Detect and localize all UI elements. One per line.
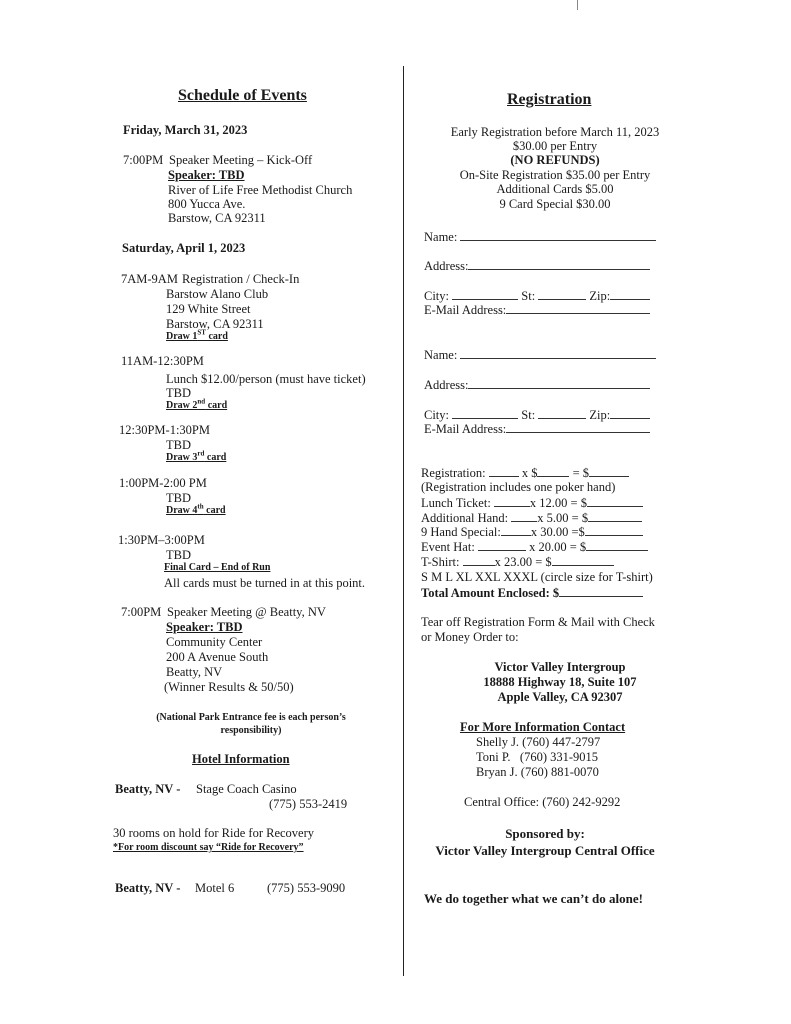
event-beatty-venue: Community Center (166, 635, 263, 649)
final-card-note: All cards must be turned in at this point. (164, 576, 366, 590)
hat-total-field[interactable] (586, 539, 648, 551)
sponsor-name: Victor Valley Intergroup Central Office (435, 843, 655, 858)
mail-instructions-line1: Tear off Registration Form & Mail with Check (421, 615, 655, 629)
event-kickoff-venue: River of Life Free Methodist Church (168, 183, 353, 197)
event-final-tbd: TBD (166, 548, 191, 562)
city-field-1[interactable] (452, 288, 518, 300)
nine-hand-qty-field[interactable] (501, 524, 531, 536)
no-refunds: (NO REFUNDS) (510, 153, 600, 167)
event-kickoff-city: Barstow, CA 92311 (168, 211, 266, 225)
column-divider (403, 66, 404, 976)
nine-hand-total-field[interactable] (585, 524, 643, 536)
address-field-2[interactable] (468, 377, 650, 389)
registration-total-field[interactable] (589, 465, 629, 477)
name-label-1: Name: (424, 229, 656, 245)
name-field-1[interactable] (460, 229, 656, 241)
additional-cards: Additional Cards $5.00 (496, 182, 614, 196)
hotel2-location: Beatty, NV - (115, 881, 181, 895)
hotel1-name: Stage Coach Casino (196, 782, 297, 796)
draw-fourth-card: Draw 4th card (166, 502, 226, 516)
event-beatty-label: Speaker Meeting @ Beatty, NV (167, 605, 326, 619)
event-third-time: 12:30PM-1:30PM (119, 423, 210, 437)
friday-heading: Friday, March 31, 2023 (123, 123, 248, 137)
saturday-heading: Saturday, April 1, 2023 (122, 241, 246, 255)
lunch-qty-field[interactable] (494, 495, 530, 507)
contact-bryan: Bryan J. (760) 881-0070 (476, 765, 599, 779)
motto: We do together what we can’t do alone! (424, 891, 643, 906)
mail-address-line2: Apple Valley, CA 92307 (497, 690, 623, 704)
park-fee-note-line1: (National Park Entrance fee is each person’s (156, 712, 346, 723)
shirt-total-field[interactable] (552, 554, 614, 566)
name-label-2: Name: (424, 347, 656, 363)
hat-qty-field[interactable] (478, 539, 526, 551)
hat-calc-row: Event Hat: x 20.00 = $ (421, 539, 648, 555)
mail-org-name: Victor Valley Intergroup (494, 660, 626, 674)
address-label-2: Address: (424, 377, 650, 393)
event-fourth-time: 1:00PM-2:00 PM (119, 476, 207, 490)
event-beatty-time: 7:00PM (121, 605, 162, 619)
onsite-registration: On-Site Registration $35.00 per Entry (459, 168, 651, 182)
draw-second-card: Draw 2nd card (166, 397, 228, 411)
hotel-info-title: Hotel Information (192, 752, 290, 766)
final-card-label: Final Card – End of Run (164, 562, 271, 573)
hotel2-phone: (775) 553-9090 (267, 881, 346, 895)
hotel1-location: Beatty, NV - (115, 782, 181, 796)
event-kickoff-label: Speaker Meeting – Kick-Off (169, 153, 313, 167)
shirt-sizes: S M L XL XXL XXXL (circle size for T-shirt) (421, 570, 653, 584)
event-checkin-label: Registration / Check-In (182, 272, 300, 286)
total-amount-row: Total Amount Enclosed: $ (421, 585, 643, 601)
email-field-2[interactable] (506, 421, 650, 433)
registration-title: Registration (507, 91, 592, 108)
state-field-2[interactable] (538, 407, 586, 419)
draw-first-card: Draw 1ST card (166, 328, 228, 342)
event-checkin-time: 7AM-9AM (121, 272, 178, 286)
name-field-2[interactable] (460, 347, 656, 359)
event-beatty-speaker: Speaker: TBD (166, 620, 243, 634)
event-lunch-time: 11AM-12:30PM (121, 354, 204, 368)
entry-price: $30.00 per Entry (512, 139, 598, 153)
state-field-1[interactable] (538, 288, 586, 300)
schedule-title: Schedule of Events (178, 87, 307, 104)
park-fee-note-line2: responsibility) (220, 725, 282, 736)
city-row-2: City: St: Zip: (424, 407, 650, 423)
total-amount-field[interactable] (559, 585, 643, 597)
email-label-1: E-Mail Address: (424, 302, 650, 318)
event-final-time: 1:30PM–3:00PM (118, 533, 205, 547)
mail-address-line1: 18888 Highway 18, Suite 107 (483, 675, 637, 689)
rooms-on-hold: 30 rooms on hold for Ride for Recovery (113, 826, 315, 840)
more-info-title: For More Information Contact (460, 720, 626, 734)
scan-mark (577, 0, 578, 10)
lunch-calc-row: Lunch Ticket: x 12.00 = $ (421, 495, 643, 511)
card-special: 9 Card Special $30.00 (499, 197, 611, 211)
event-beatty-extra: (Winner Results & 50/50) (164, 680, 294, 694)
lunch-total-field[interactable] (587, 495, 643, 507)
registration-calc-row: Registration: x $ = $ (421, 465, 629, 481)
contact-toni: Toni P. (760) 331-9015 (476, 750, 599, 764)
event-beatty-city: Beatty, NV (166, 665, 223, 679)
email-label-2: E-Mail Address: (424, 421, 650, 437)
event-fourth-tbd: TBD (166, 491, 191, 505)
registration-note: (Registration includes one poker hand) (421, 480, 616, 494)
event-checkin-street: 129 White Street (166, 302, 251, 316)
hand-total-field[interactable] (588, 510, 642, 522)
zip-field-2[interactable] (610, 407, 650, 419)
event-checkin-city: Barstow, CA 92311 (166, 317, 264, 331)
event-kickoff-speaker: Speaker: TBD (168, 168, 245, 182)
room-discount-note: *For room discount say “Ride for Recovery” (113, 842, 304, 853)
event-third-tbd: TBD (166, 438, 191, 452)
event-kickoff-street: 800 Yucca Ave. (168, 197, 246, 211)
event-beatty-street: 200 A Avenue South (166, 650, 269, 664)
central-office: Central Office: (760) 242-9292 (464, 795, 621, 809)
address-field-1[interactable] (468, 258, 650, 270)
mail-instructions-line2: or Money Order to: (421, 630, 519, 644)
event-lunch-price: Lunch $12.00/person (must have ticket) (166, 372, 366, 386)
early-registration: Early Registration before March 11, 2023 (450, 125, 660, 139)
shirt-calc-row: T-Shirt: x 23.00 = $ (421, 554, 614, 570)
hand-qty-field[interactable] (511, 510, 537, 522)
address-label-1: Address: (424, 258, 650, 274)
email-field-1[interactable] (506, 302, 650, 314)
draw-third-card: Draw 3rd card (166, 449, 227, 463)
event-checkin-venue: Barstow Alano Club (166, 287, 269, 301)
event-kickoff-time: 7:00PM (123, 153, 164, 167)
hotel1-phone: (775) 553-2419 (269, 797, 348, 811)
nine-hand-calc-row: 9 Hand Special: x 30.00 =$ (421, 524, 643, 540)
city-field-2[interactable] (452, 407, 518, 419)
contact-shelly: Shelly J. (760) 447-2797 (476, 735, 601, 749)
event-lunch-tbd: TBD (166, 386, 191, 400)
sponsor-title: Sponsored by: (505, 826, 585, 841)
city-row-1: City: St: Zip: (424, 288, 650, 304)
hotel2-name: Motel 6 (195, 881, 235, 895)
registration-price-field[interactable] (537, 465, 569, 477)
hand-calc-row: Additional Hand: x 5.00 = $ (421, 510, 642, 526)
registration-qty-field[interactable] (489, 465, 519, 477)
shirt-qty-field[interactable] (463, 554, 495, 566)
zip-field-1[interactable] (610, 288, 650, 300)
